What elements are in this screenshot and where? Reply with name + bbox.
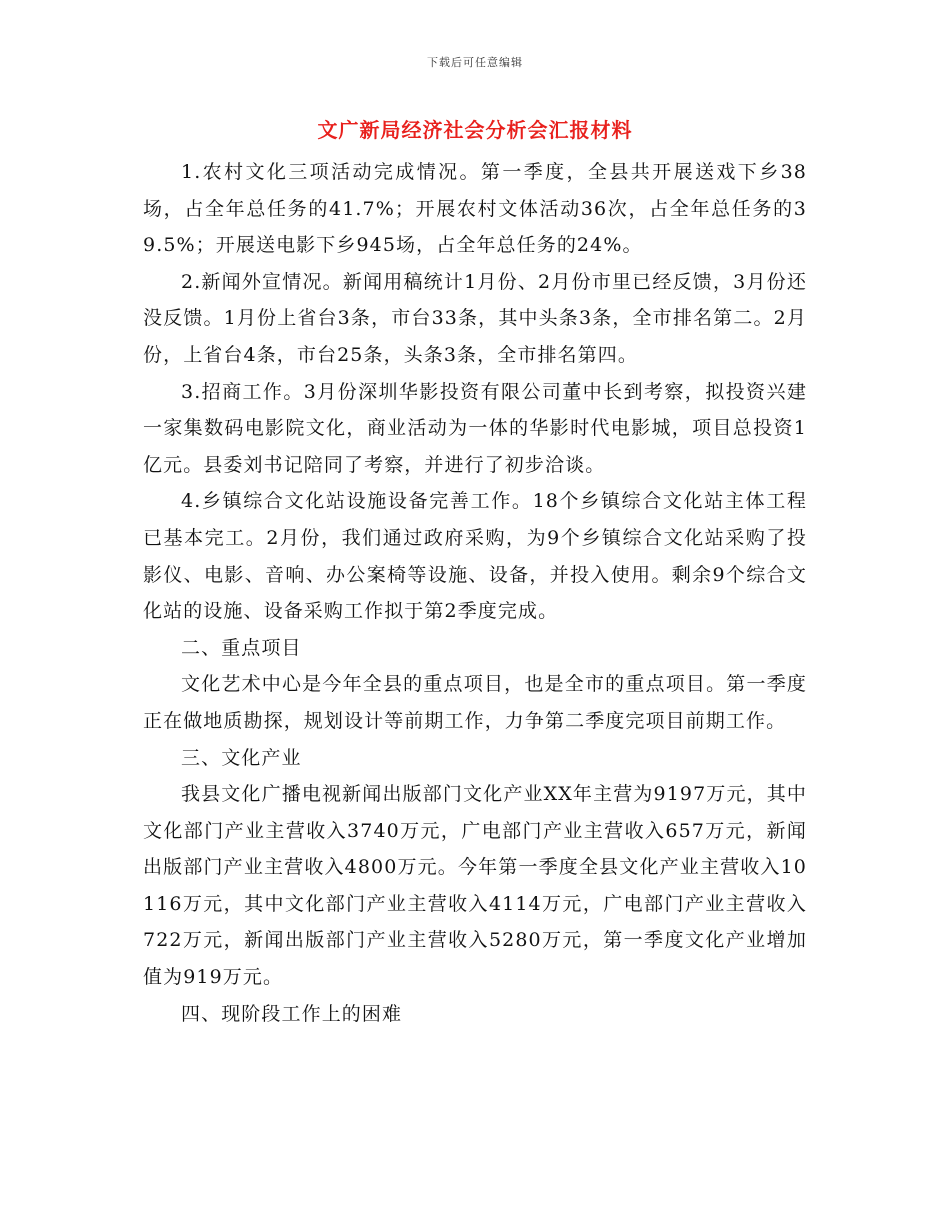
document-body bbox=[143, 154, 807, 1032]
paragraph-rural-culture-activities: 1.农村文化三项活动完成情况。第一季度，全县共开展送戏下乡38场，占全年总任务的41.7%；开展农村文体活动36次，占全年总任务的39.5%；开展送电影下乡945场，占全年总任务的24%。 bbox=[143, 161, 807, 257]
section-heading-key-projects: 二、重点项目 bbox=[181, 636, 302, 659]
paragraph-news-publicity: 2.新闻外宣情况。新闻用稿统计1月份、2月份市里已经反馈，3月份还没反馈。1月份上省台3条，市台33条，其中头条3条，全市排名第二。2月份，上省台4条，市台25条，头条3条，全市排名第四。 bbox=[143, 270, 807, 366]
section-heading-cultural-industry: 三、文化产业 bbox=[181, 746, 302, 769]
paragraph-investment-attraction: 3.招商工作。3月份深圳华影投资有限公司董中长到考察，拟投资兴建一家集数码电影院文化，商业活动为一体的华影时代电影城，项目总投资1亿元。县委刘书记陪同了考察，并进行了初步洽谈。 bbox=[143, 380, 807, 476]
document-title: 文广新局经济社会分析会汇报材料 bbox=[317, 118, 633, 142]
page-header: 下载后可任意编辑 bbox=[427, 56, 523, 69]
paragraph-cultural-industry-revenue: 我县文化广播电视新闻出版部门文化产业XX年主营为9197万元，其中文化部门产业主营收入3740万元，广电部门产业主营收入657万元，新闻出版部门产业主营收入4800万元。今年第一季度全县文化产业主营收入10116万元，其中文化部门产业主营收入4114万元，广电部门产业主营收入722万元，新闻出版部门产业主营收入5280万元，第一季度文化产业增加值为919万元。 bbox=[143, 783, 807, 989]
paragraph-culture-arts-center: 文化艺术中心是今年全县的重点项目，也是全市的重点项目。第一季度正在做地质勘探，规划设计等前期工作，力争第二季度完项目前期工作。 bbox=[143, 673, 807, 732]
paragraph-township-culture-stations: 4.乡镇综合文化站设施设备完善工作。18个乡镇综合文化站主体工程已基本完工。2月份，我们通过政府采购，为9个乡镇综合文化站采购了投影仪、电影、音响、办公案椅等设施、设备，并投入使用。剩余9个综合文化站的设施、设备采购工作拟于第2季度完成。 bbox=[143, 490, 807, 623]
section-heading-current-difficulties: 四、现阶段工作上的困难 bbox=[181, 1002, 403, 1025]
